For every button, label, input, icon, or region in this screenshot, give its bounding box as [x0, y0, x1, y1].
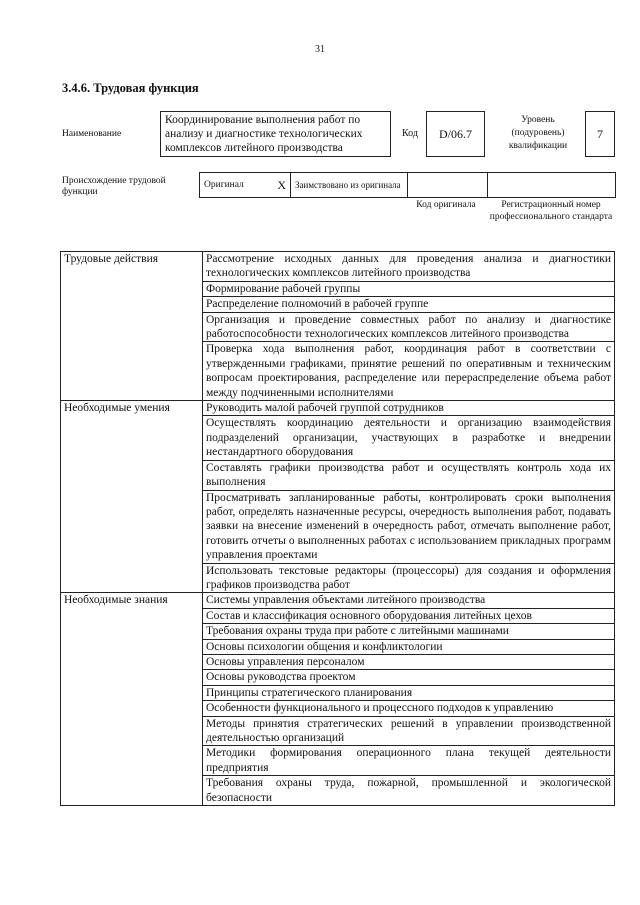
table-row — [61, 401, 615, 416]
table-cell: Принципы стратегического планирования — [203, 685, 615, 700]
category-cell: Необходимые умения — [61, 401, 203, 593]
table-cell: Методики формирования операционного плана текущей деятельности предприятия — [203, 746, 615, 776]
table-cell: Состав и классификация основного оборудования литейных цехов — [203, 608, 615, 623]
reg-number-label: Регистрационный номер профессионального стандарта — [489, 200, 613, 222]
table-cell: Системы управления объектами литейного производства — [203, 593, 615, 608]
function-name-box: Координирование выполнения работ по анализу и диагностике технологических комплексов литейного производства — [160, 111, 391, 157]
table-cell: Распределение полномочий в рабочей группе — [203, 297, 615, 312]
table-cell: Особенности функционального и процессного подходов к управлению — [203, 701, 615, 716]
table-cell: Организация и проведение совместных работ по анализу и диагностике работоспособности технологических комплексов литейного производства — [203, 312, 615, 342]
table-cell: Проверка хода выполнения работ, координация работ в соответствии с утвержденными графиками, принятие решений по оперативным и техническим вопросам проектирования, распределение или перераспределение объема работ между подчиненными исполнителями — [203, 342, 615, 401]
table-cell: Рассмотрение исходных данных для проведения анализа и диагностики технологических комплексов литейного производства — [203, 252, 615, 282]
table-cell: Основы управления персоналом — [203, 654, 615, 669]
table-cell: Методы принятия стратегических решений в управлении производственной деятельностью организаций — [203, 716, 615, 746]
table-row — [61, 252, 615, 282]
page-number: 31 — [315, 44, 325, 55]
code-original-label: Код оригинала — [416, 200, 476, 210]
category-cell: Необходимые знания — [61, 593, 203, 806]
function-details-table — [60, 251, 615, 806]
category-cell: Трудовые действия — [61, 252, 203, 401]
table-cell: Требования охраны труда при работе с литейными машинами — [203, 624, 615, 639]
level-label: Уровень (подуровень) квалификации — [508, 115, 568, 151]
table-cell: Составлять графики производства работ и осуществлять контроль хода их выполнения — [203, 460, 615, 490]
table-cell: Осуществлять координацию деятельности и организацию взаимодействия подразделений организации, участвующих в разработке и внедрении нестандартного оборудования — [203, 416, 615, 460]
table-cell: Основы руководства проектом — [203, 670, 615, 685]
table-cell: Просматривать запланированные работы, контролировать сроки выполнения работ, определять назначенные ресурсы, очередность выполнения работ, подавать заявки на внесение изменений в очередность работ, отмечать выполнение работ, готовить отчеты о выполненных работах с использованием прикладных программ управления проектами — [203, 490, 615, 563]
original-label-cell: Оригинал — [200, 173, 274, 198]
original-mark-cell: X — [274, 173, 291, 198]
name-label: Наименование — [62, 129, 122, 139]
table-row — [61, 593, 615, 608]
code-original-cell — [408, 173, 488, 198]
table-cell: Использовать текстовые редакторы (процессоры) для создания и оформления графиков производства работ — [203, 563, 615, 593]
code-value-box: D/06.7 — [426, 111, 485, 157]
code-label: Код — [402, 128, 418, 139]
section-title: 3.4.6. Трудовая функция — [62, 81, 199, 95]
reg-number-cell — [488, 173, 616, 198]
borrowed-label-cell: Заимствовано из оригинала — [291, 173, 408, 198]
table-cell: Основы психологии общения и конфликтологии — [203, 639, 615, 654]
origin-table — [199, 172, 616, 198]
table-cell: Формирование рабочей группы — [203, 281, 615, 296]
origin-label: Происхождение трудовой функции — [62, 176, 166, 197]
level-value-box: 7 — [585, 111, 615, 157]
table-cell: Руководить малой рабочей группой сотрудников — [203, 401, 615, 416]
table-cell: Требования охраны труда, пожарной, промышленной и экологической безопасности — [203, 776, 615, 806]
